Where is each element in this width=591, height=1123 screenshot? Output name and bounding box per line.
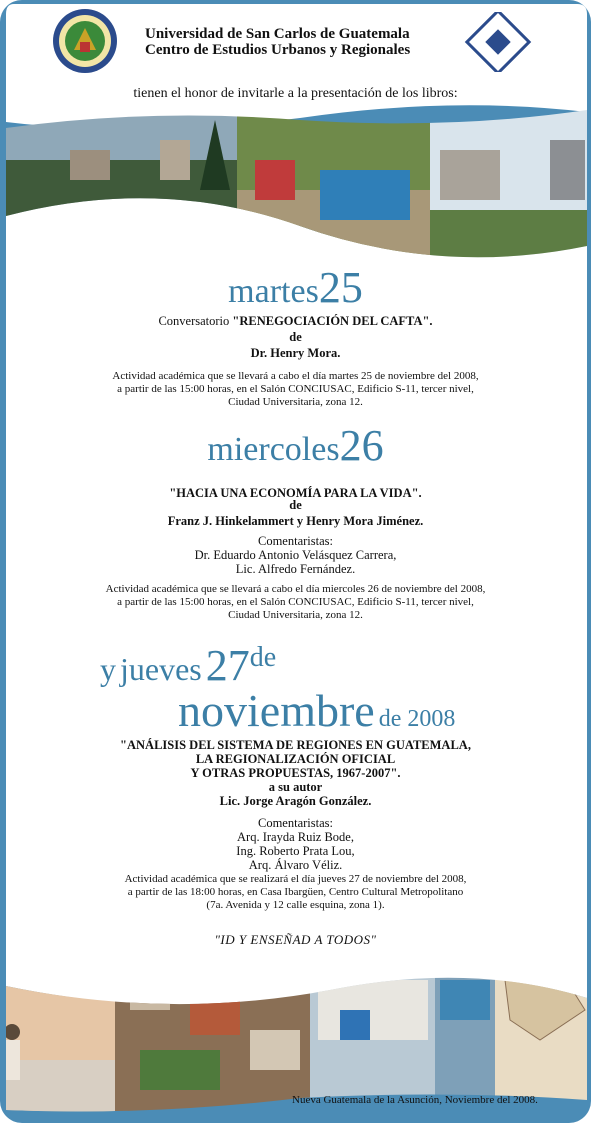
event1-de: de <box>289 330 302 344</box>
event3-commentators-label: Comentaristas: <box>258 816 333 830</box>
event3-year: de 2008 <box>378 706 456 732</box>
event1-talk <box>0 314 591 328</box>
event2-title: "HACIA UNA ECONOMÍA PARA LA VIDA". <box>169 486 422 500</box>
event3-detail-line: Actividad académica que se realizará el día jueves 27 de noviembre del 2008, <box>124 873 467 885</box>
motto: "ID Y ENSEÑAD A TODOS" <box>214 932 377 947</box>
event2-weekday: miercoles <box>207 431 340 468</box>
event3-commentator: Arq. Irayda Ruiz Bode, <box>237 830 354 844</box>
event3-detail-line: (7a. Avenida y 12 calle esquina, zona 1). <box>206 899 385 911</box>
event1-date <box>0 262 591 313</box>
event1-detail-line: Ciudad Universitaria, zona 12. <box>228 396 363 408</box>
university-name: Universidad de San Carlos de Guatemala <box>145 26 410 42</box>
event3-title-line: "ANÁLISIS DEL SISTEMA DE REGIONES EN GUATEMALA, <box>120 738 471 752</box>
event1-talk-title: "RENEGOCIACIÓN DEL CAFTA". <box>232 314 433 328</box>
event2-authors: Franz J. Hinkelammert y Henry Mora Jiménez. <box>167 514 424 528</box>
event1-details <box>0 370 591 409</box>
event3-title-line: a su autor <box>268 780 323 794</box>
event3-commentator: Ing. Roberto Prata Lou, <box>236 844 355 858</box>
footer-place-date: Nueva Guatemala de la Asunción, Noviembre del 2008. <box>292 1094 538 1106</box>
event1-author: Dr. Henry Mora. <box>250 346 341 360</box>
event2-date <box>0 420 591 471</box>
event2-detail-line: a partir de las 15:00 horas, en el Salón CONCIUSAC, Edificio S-11, tercer nivel, <box>117 596 474 608</box>
event1-day: 25 <box>318 263 363 312</box>
event2-commentator: Dr. Eduardo Antonio Velásquez Carrera, <box>194 548 397 562</box>
event3-month: noviembre <box>178 685 375 736</box>
event3-title <box>0 738 591 808</box>
event1-detail-line: a partir de las 15:00 horas, en el Salón CONCIUSAC, Edificio S-11, tercer nivel, <box>117 383 474 395</box>
event3-title-line: LA REGIONALIZACIÓN OFICIAL <box>195 752 396 766</box>
event3-prefix: y <box>100 651 116 687</box>
event2-de: de <box>289 498 302 512</box>
event2-commentators <box>0 534 591 576</box>
event3-weekday: jueves <box>120 651 202 687</box>
event3-month-line <box>178 684 455 737</box>
event2-commentator: Lic. Alfredo Fernández. <box>235 562 356 576</box>
event1-talk-prefix: Conversatorio <box>158 314 233 328</box>
event1-weekday: martes <box>228 273 319 310</box>
event3-commentators <box>0 816 591 872</box>
event3-title-line: Y OTRAS PROPUESTAS, 1967-2007". <box>190 766 401 780</box>
event3-details <box>0 873 591 912</box>
event3-commentator: Arq. Álvaro Véliz. <box>248 858 343 872</box>
center-name: Centro de Estudios Urbanos y Regionales <box>145 42 411 58</box>
event2-details <box>0 583 591 622</box>
city-photos-top <box>0 100 591 270</box>
event1-detail-line: Actividad académica que se llevará a cabo el día martes 25 de noviembre del 2008, <box>112 370 479 382</box>
event2-commentators-label: Comentaristas: <box>258 534 333 548</box>
university-name-block <box>145 26 410 58</box>
header <box>0 0 591 110</box>
ceur-logo <box>462 12 534 72</box>
event3-author: Lic. Jorge Aragón González. <box>219 794 372 808</box>
event3-day: 27 <box>205 641 250 690</box>
event2-detail-line: Ciudad Universitaria, zona 12. <box>228 609 363 621</box>
event2-detail-line: Actividad académica que se llevará a cabo el día miercoles 26 de noviembre del 2008, <box>105 583 486 595</box>
event3-detail-line: a partir de las 18:00 horas, en Casa Ibargüen, Centro Cultural Metropolitano <box>127 886 464 898</box>
event3-de: de <box>249 642 277 673</box>
invitation-line: tienen el honor de invitarle a la presentación de los libros: <box>133 86 458 101</box>
university-seal-logo <box>52 8 118 74</box>
event2-day: 26 <box>339 421 384 470</box>
